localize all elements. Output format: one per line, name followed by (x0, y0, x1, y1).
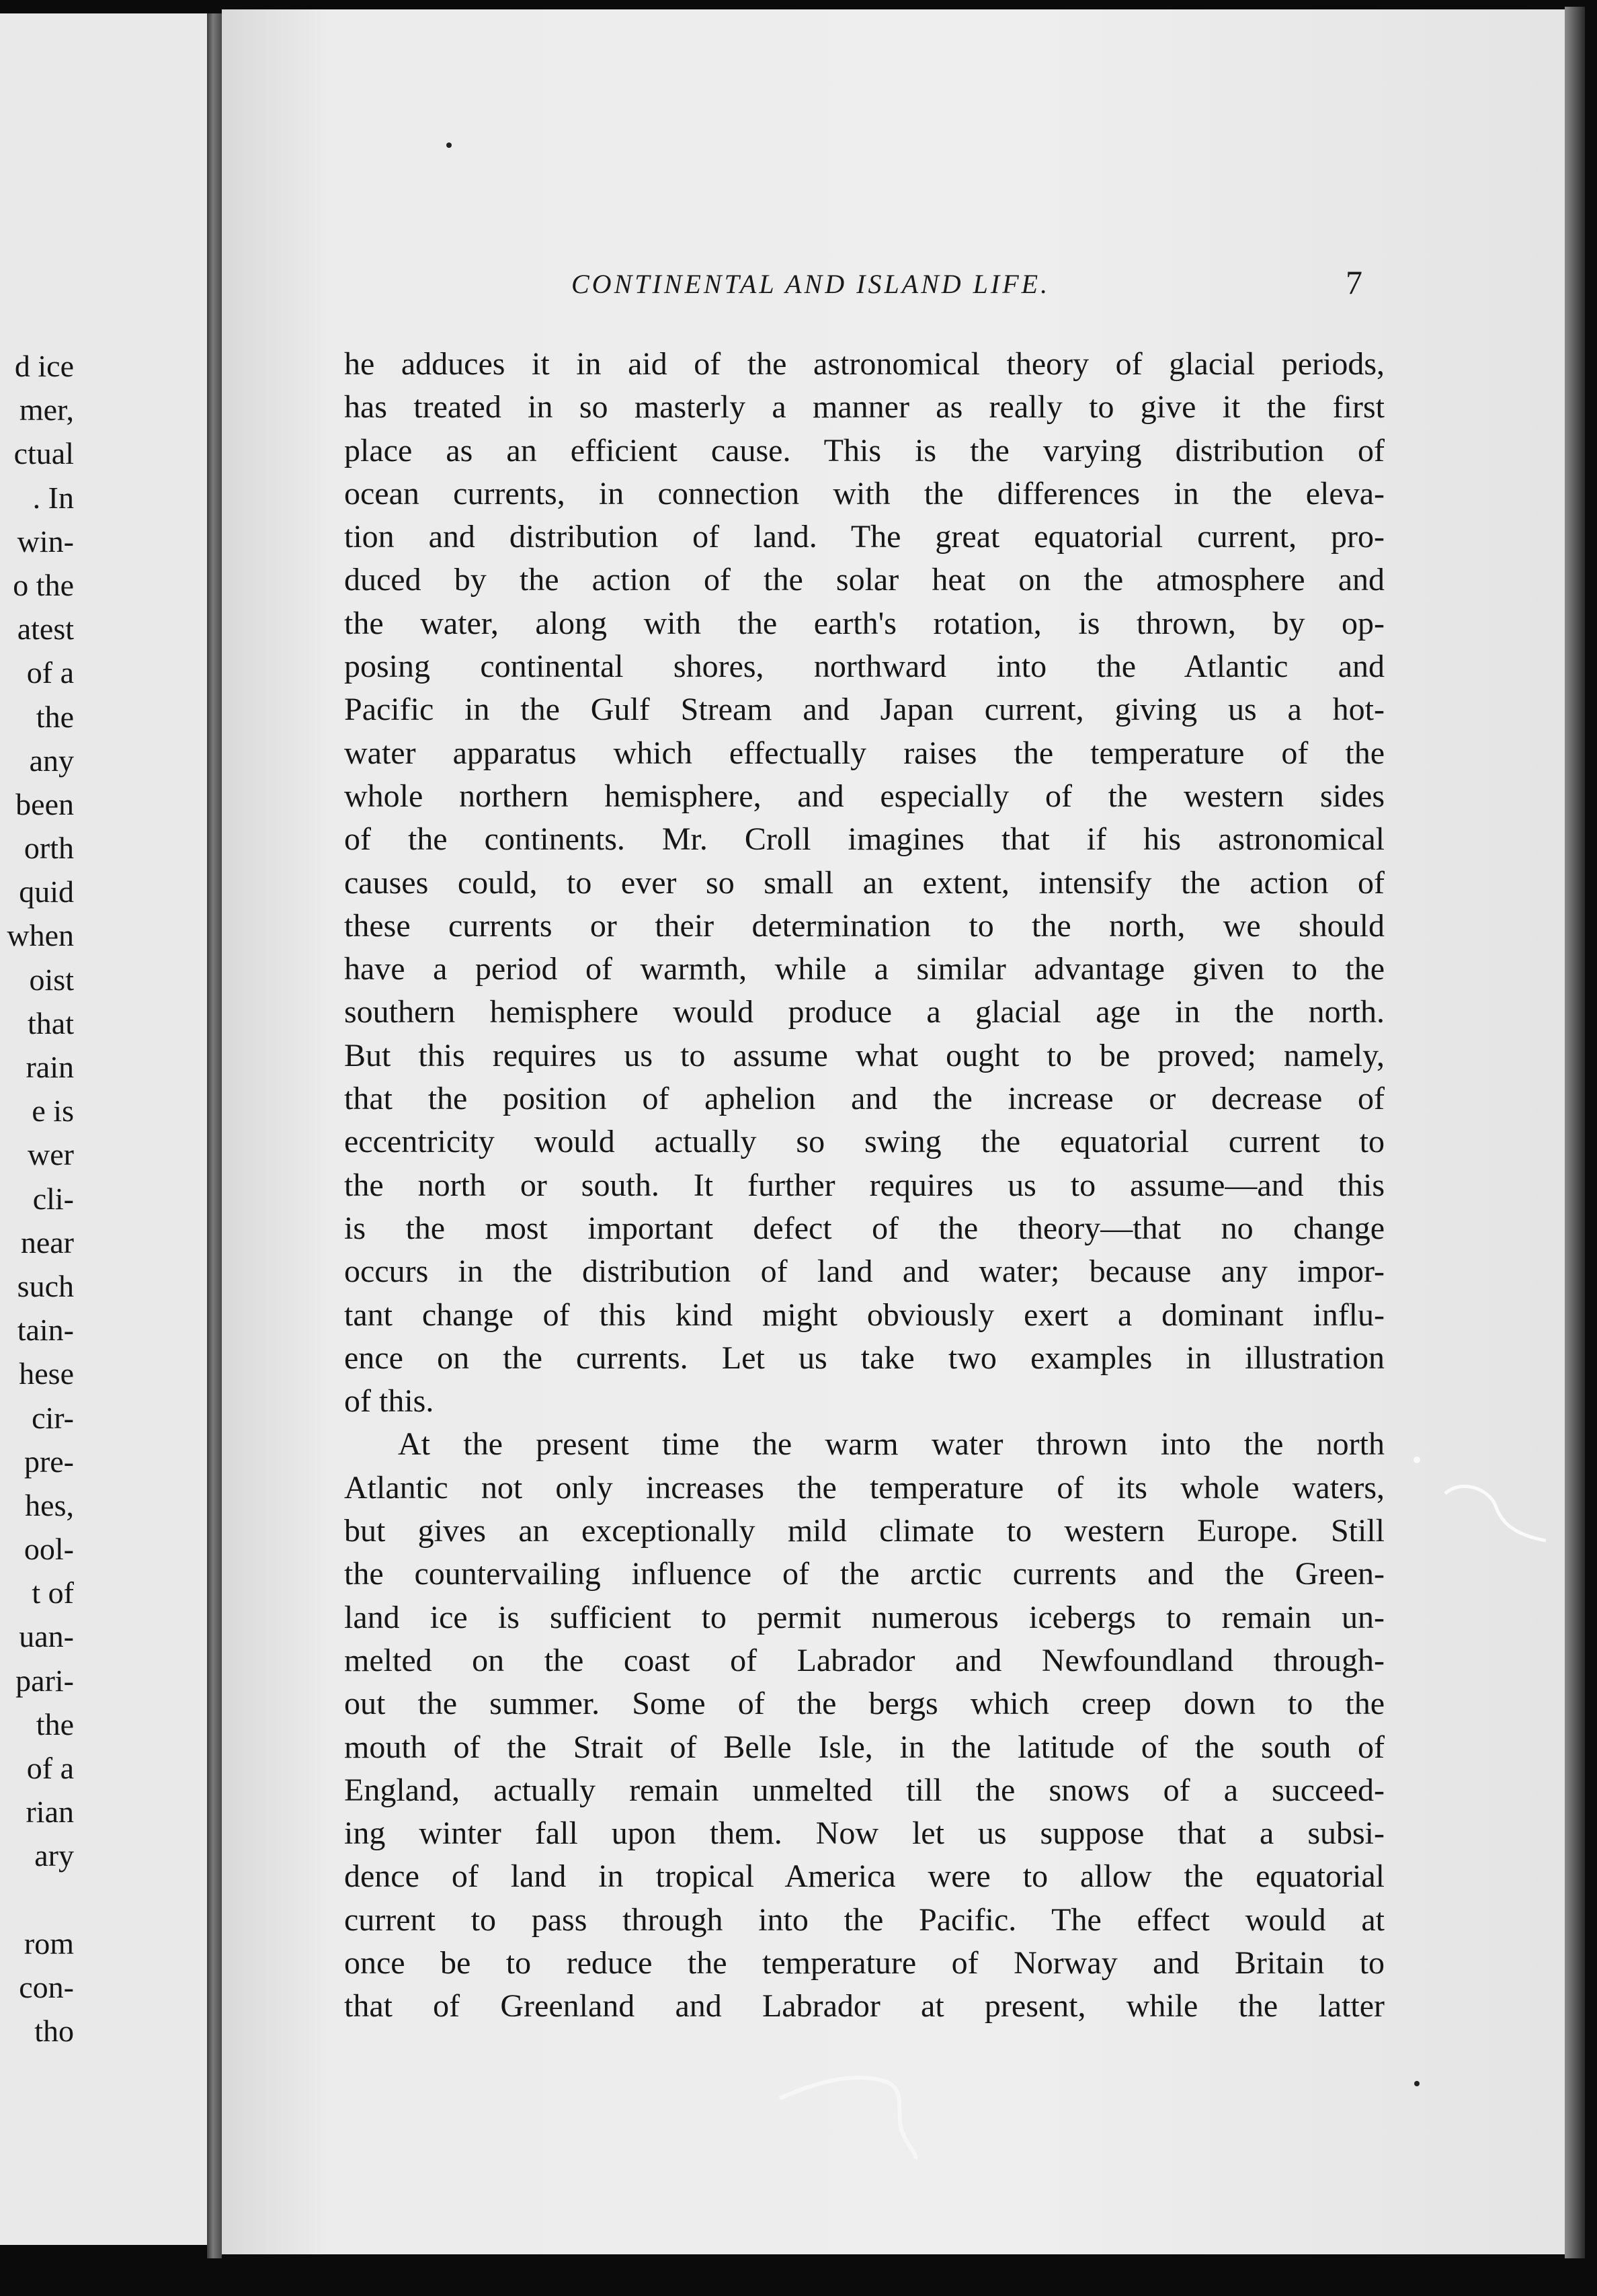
text-line: have a period of warmth, while a similar advantage given to the (344, 951, 1385, 987)
text-line: eccentricity would actually so swing the equatorial current to (344, 1124, 1385, 1160)
text-line: out the summer. Some of the bergs which creep down to the (344, 1686, 1385, 1722)
text-line: Atlantic not only increases the temperature of its whole waters, (344, 1469, 1385, 1506)
text-line: the north or south. It further requires us to assume—and this (344, 1167, 1385, 1203)
text-line: place as an efficient cause. This is the varying distribution of (344, 432, 1385, 468)
text-line: ocean currents, in connection with the differences in the eleva- (344, 475, 1385, 511)
left-page-fragment: tho (34, 2014, 74, 2049)
text-line: But this requires us to assume what ought to be proved; namely, (344, 1037, 1385, 1073)
left-page-fragment: the (36, 1707, 74, 1741)
left-page-fragment: e is (32, 1094, 74, 1129)
text-line: the countervailing influence of the arctic currents and the Green- (344, 1556, 1385, 1592)
left-page-fragment: o the (13, 567, 74, 602)
text-line: England, actually remain unmelted till the snows of a succeed- (344, 1772, 1385, 1808)
left-page-fragment: cir- (32, 1400, 74, 1435)
text-line: the water, along with the earth's rotation, is thrown, by op- (344, 605, 1385, 641)
left-page-text-fragments (0, 344, 214, 2053)
left-page-fragment: mer, (19, 393, 74, 427)
text-line: duced by the action of the solar heat on the atmosphere and (344, 562, 1385, 598)
left-page-fragment: tain- (17, 1313, 74, 1348)
right-page (222, 9, 1565, 2254)
text-line: mouth of the Strait of Belle Isle, in the latitude of the south of (344, 1729, 1385, 1765)
left-page-fragment: d ice (14, 349, 74, 383)
text-line: that the position of aphelion and the increase or decrease of (344, 1081, 1385, 1117)
left-page-fragment: the (36, 699, 74, 734)
left-page-fragment: when (7, 918, 74, 953)
left-page-fragment: quid (19, 874, 74, 909)
text-line: is the most important defect of the theory—that no change (344, 1210, 1385, 1246)
text-line: current to pass through into the Pacific. The effect would at (344, 1901, 1385, 1938)
left-page-fragment: rom (24, 1926, 74, 1961)
left-page-fragment: rian (26, 1795, 74, 1830)
left-page-fragment (0, 1878, 214, 1922)
left-page-fragment: orth (24, 831, 74, 866)
left-page-fragment: ctual (13, 436, 74, 471)
left-page-fragment: near (20, 1225, 74, 1260)
left-page-fragment: pre- (24, 1444, 74, 1479)
left-page-fragment: hes, (25, 1487, 74, 1522)
left-page-fragment: hese (19, 1356, 74, 1391)
left-page-fragment: been (15, 786, 74, 821)
text-line: ing winter fall upon them. Now let us suppose that a subsi- (344, 1815, 1385, 1852)
running-title: CONTINENTAL AND ISLAND LIFE. (571, 269, 1051, 299)
left-page-fragment: t of (32, 1575, 74, 1610)
left-page-fragment: atest (17, 612, 74, 647)
page-number: 7 (1346, 263, 1362, 301)
running-head (222, 263, 1565, 315)
text-line: of this. (344, 1383, 434, 1420)
left-facing-page (0, 13, 214, 2245)
left-page-fragment: uan- (19, 1619, 74, 1654)
text-line: dence of land in tropical America were to allow the equatorial (344, 1858, 1385, 1895)
text-line: ence on the currents. Let us take two examples in illustration (344, 1340, 1385, 1376)
text-line: causes could, to ever so small an extent, intensify the action of (344, 864, 1385, 901)
left-page-fragment: of a (26, 1751, 74, 1785)
left-page-fragment: con- (19, 1969, 74, 2004)
text-line: that of Greenland and Labrador at present, while the latter (344, 1988, 1385, 2024)
text-line: land ice is sufficient to permit numerous icebergs to remain un- (344, 1599, 1385, 1635)
text-line: At the present time the warm water thrown into the north (398, 1426, 1385, 1463)
left-page-fragment: that (28, 1006, 74, 1040)
left-page-fragment: of a (26, 655, 74, 690)
left-page-fragment: cli- (32, 1181, 74, 1216)
text-line: southern hemisphere would produce a glacial age in the north. (344, 994, 1385, 1030)
left-page-fragment: win- (17, 524, 74, 559)
text-line: Pacific in the Gulf Stream and Japan current, giving us a hot- (344, 692, 1385, 728)
left-page-fragment: pari- (15, 1663, 74, 1698)
left-page-fragment: ool- (24, 1532, 74, 1567)
left-page-fragment: wer (28, 1137, 74, 1172)
left-page-fragment: . In (32, 480, 74, 515)
left-page-fragment: any (29, 743, 74, 778)
left-page-fragment: ary (34, 1838, 74, 1873)
body-text (344, 343, 1385, 2028)
text-line: he adduces it in aid of the astronomical theory of glacial periods, (344, 346, 1385, 382)
text-line: once be to reduce the temperature of Norway and Britain to (344, 1944, 1385, 1981)
text-line: water apparatus which effectually raises the temperature of the (344, 735, 1385, 771)
text-line: posing continental shores, northward into the Atlantic and (344, 649, 1385, 685)
text-line: melted on the coast of Labrador and Newfoundland through- (344, 1642, 1385, 1678)
text-line: has treated in so masterly a manner as really to give it the first (344, 389, 1385, 425)
page-edge-shadow (1565, 7, 1585, 2258)
text-line: tant change of this kind might obviously exert a dominant influ- (344, 1297, 1385, 1333)
left-page-fragment: oist (29, 962, 74, 997)
text-line: these currents or their determination to the north, we should (344, 907, 1385, 944)
text-line: occurs in the distribution of land and water; because any impor- (344, 1254, 1385, 1290)
text-line: tion and distribution of land. The great equatorial current, pro- (344, 519, 1385, 555)
text-line: of the continents. Mr. Croll imagines that if his astronomical (344, 821, 1385, 858)
left-page-fragment: rain (26, 1050, 74, 1084)
book-gutter (207, 13, 222, 2258)
text-line: whole northern hemisphere, and especially of the western sides (344, 778, 1385, 814)
left-page-fragment: such (17, 1268, 74, 1303)
text-line: but gives an exceptionally mild climate to western Europe. Still (344, 1513, 1385, 1549)
